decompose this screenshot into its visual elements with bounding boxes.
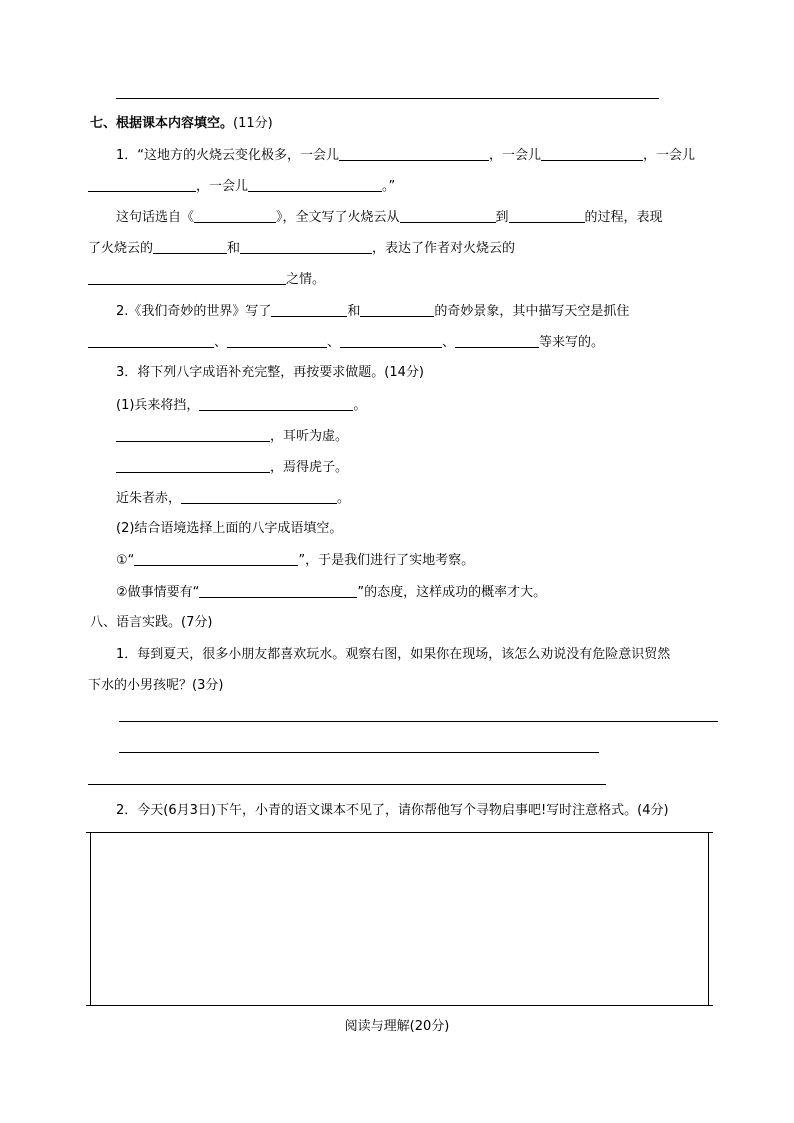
question-text: ，一会儿 <box>489 148 542 163</box>
blank[interactable] <box>227 333 327 348</box>
question-text: ”的态度，这样成功的概率才大。 <box>357 585 547 600</box>
question-7-1-line-1 <box>116 146 695 164</box>
question-text: 等来写的。 <box>539 335 605 350</box>
blank[interactable] <box>339 146 489 161</box>
blank[interactable] <box>88 177 196 192</box>
question-text: ，焉得虎子。 <box>270 460 349 475</box>
section-8-title: 八、语言实践。(7分) <box>90 615 213 630</box>
section-8-heading <box>90 614 212 632</box>
question-text: 和 <box>227 241 241 256</box>
context-2 <box>116 583 546 601</box>
question-text: (2)结合语境选择上面的八字成语填空。 <box>116 521 343 536</box>
idiom-2 <box>116 427 348 445</box>
question-text: 之情。 <box>286 272 326 287</box>
question-text: 和 <box>347 304 361 319</box>
section-7-heading <box>90 115 273 133</box>
idiom-4 <box>116 489 350 507</box>
question-text: 》，全文写了火烧云从 <box>276 210 400 225</box>
blank[interactable] <box>116 427 270 442</box>
question-text: 、 <box>214 335 228 350</box>
question-text: 的奇妙景象，其中描写天空是抓住 <box>434 304 630 319</box>
question-text: 了火烧云的 <box>88 241 154 256</box>
answer-line[interactable] <box>119 721 718 722</box>
blank[interactable] <box>116 458 270 473</box>
question-text: ，表达了作者对火烧云的 <box>372 241 516 256</box>
question-text: 2.《我们奇妙的世界》写了 <box>116 304 272 319</box>
box-corner-mark <box>86 1005 94 1006</box>
blank[interactable] <box>88 270 286 285</box>
question-text: 3．将下列八字成语补充完整，再按要求做题。(14分) <box>116 365 424 380</box>
question-text: 2．今天(6月3日)下午，小青的语文课本不见了，请你帮他写个寻物启事吧!写时注意格式。(4分) <box>116 803 669 818</box>
question-text: 近朱者赤， <box>116 491 182 506</box>
question-text: ，一会儿 <box>196 179 249 194</box>
question-8-1-line-1 <box>116 646 670 664</box>
blank[interactable] <box>541 146 643 161</box>
blank[interactable] <box>271 302 347 317</box>
idiom-3 <box>116 458 348 476</box>
question-7-2-line-1 <box>116 302 629 320</box>
blank[interactable] <box>134 551 298 566</box>
question-7-1-line-5 <box>88 270 325 288</box>
blank[interactable] <box>88 333 214 348</box>
question-text: 这句话选自《 <box>116 210 195 225</box>
blank[interactable] <box>340 333 442 348</box>
blank[interactable] <box>360 302 434 317</box>
question-text: ，一会儿 <box>643 148 696 163</box>
question-7-2-line-2 <box>88 333 604 351</box>
question-7-1-line-3 <box>116 208 663 226</box>
blank[interactable] <box>194 208 276 223</box>
question-text: 的过程，表现 <box>584 210 663 225</box>
section-7-title: 七、根据课本内容填空。 <box>90 116 234 131</box>
box-corner-mark <box>705 832 713 833</box>
question-7-1-line-2 <box>88 177 395 195</box>
question-text: 、 <box>442 335 456 350</box>
question-7-1-line-4 <box>88 239 515 257</box>
idiom-1 <box>116 396 366 414</box>
answer-line <box>116 98 659 99</box>
box-corner-mark <box>86 832 94 833</box>
question-text: 、 <box>327 335 341 350</box>
question-text: 。 <box>353 398 367 413</box>
question-text: ①“ <box>116 553 135 568</box>
question-text: 。 <box>337 491 351 506</box>
blank[interactable] <box>199 396 353 411</box>
footer-text: 阅读与理解(20分) <box>344 1019 450 1034</box>
question-8-1-line-2 <box>88 677 223 695</box>
question-text: ”，于是我们进行了实地考察。 <box>298 553 475 568</box>
blank[interactable] <box>199 583 357 598</box>
answer-line[interactable] <box>119 752 599 753</box>
question-text: ②做事情要有“ <box>116 585 200 600</box>
blank[interactable] <box>509 208 585 223</box>
blank[interactable] <box>153 239 227 254</box>
context-1 <box>116 551 474 569</box>
question-text: 1．“这地方的火烧云变化极多，一会儿 <box>116 148 340 163</box>
section-7-score: (11分) <box>233 116 273 131</box>
box-corner-mark <box>705 1005 713 1006</box>
question-text: ，耳听为虚。 <box>270 429 349 444</box>
question-7-3-2 <box>116 520 342 538</box>
blank[interactable] <box>455 333 539 348</box>
blank[interactable] <box>400 208 496 223</box>
question-8-2 <box>116 802 669 820</box>
next-section-title <box>0 1018 794 1036</box>
question-7-3 <box>116 364 424 382</box>
question-text: 下水的小男孩呢？(3分) <box>88 678 224 693</box>
question-text: 1．每到夏天，很多小朋友都喜欢玩水。观察右图，如果你在现场，该怎么劝说没有危险意识贸然 <box>116 647 671 662</box>
question-text: (1)兵来将挡， <box>116 398 200 413</box>
answer-box[interactable] <box>90 832 709 1006</box>
blank[interactable] <box>181 489 337 504</box>
question-text: 。” <box>382 179 396 194</box>
blank[interactable] <box>248 177 382 192</box>
question-text: 到 <box>495 210 509 225</box>
answer-line[interactable] <box>88 784 606 785</box>
blank[interactable] <box>240 239 372 254</box>
